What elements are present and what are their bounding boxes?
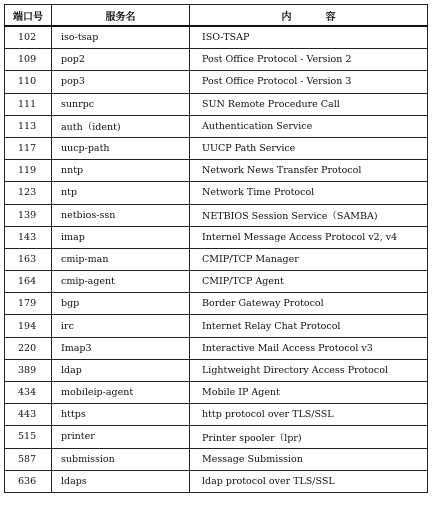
- table-row: [5, 315, 428, 337]
- service-cell: uucp-path: [52, 137, 190, 159]
- table-row: [5, 160, 428, 182]
- service-cell: https: [52, 404, 190, 426]
- table-row: [5, 204, 428, 226]
- description-cell: NETBIOS Session Service（SAMBA): [190, 204, 428, 226]
- port-cell: 163: [5, 248, 52, 270]
- port-cell: 194: [5, 315, 52, 337]
- port-table-page: [4, 4, 427, 493]
- service-cell: auth（ident): [52, 115, 190, 137]
- description-cell: SUN Remote Procedure Call: [190, 93, 428, 115]
- table-row: [5, 359, 428, 381]
- service-cell: cmip-man: [52, 248, 190, 270]
- port-cell: 164: [5, 271, 52, 293]
- port-cell: 143: [5, 226, 52, 248]
- table-row: [5, 470, 428, 492]
- description-cell: Interactive Mail Access Protocol v3: [190, 337, 428, 359]
- table-row: [5, 93, 428, 115]
- service-cell: pop2: [52, 49, 190, 71]
- port-cell: 110: [5, 71, 52, 93]
- table-row: [5, 382, 428, 404]
- description-cell: http protocol over TLS/SSL: [190, 404, 428, 426]
- header-port: 端口号: [5, 5, 52, 27]
- port-cell: 179: [5, 293, 52, 315]
- table-row: [5, 49, 428, 71]
- table-header-row: [5, 5, 428, 27]
- description-cell: UUCP Path Service: [190, 137, 428, 159]
- service-cell: ldaps: [52, 470, 190, 492]
- header-service: 服务名: [52, 5, 190, 27]
- service-cell: cmip-agent: [52, 271, 190, 293]
- service-cell: nntp: [52, 160, 190, 182]
- port-cell: 111: [5, 93, 52, 115]
- service-cell: irc: [52, 315, 190, 337]
- table-row: [5, 448, 428, 470]
- service-cell: pop3: [52, 71, 190, 93]
- description-cell: Network News Transfer Protocol: [190, 160, 428, 182]
- port-cell: 109: [5, 49, 52, 71]
- table-row: [5, 182, 428, 204]
- port-cell: 515: [5, 426, 52, 448]
- table-row: [5, 115, 428, 137]
- table-row: [5, 426, 428, 448]
- description-cell: ldap protocol over TLS/SSL: [190, 470, 428, 492]
- description-cell: Post Office Protocol - Version 2: [190, 49, 428, 71]
- description-cell: ISO-TSAP: [190, 26, 428, 49]
- description-cell: Message Submission: [190, 448, 428, 470]
- service-cell: imap: [52, 226, 190, 248]
- port-cell: 102: [5, 26, 52, 49]
- port-cell: 443: [5, 404, 52, 426]
- port-cell: 636: [5, 470, 52, 492]
- description-cell: Authentication Service: [190, 115, 428, 137]
- service-cell: ldap: [52, 359, 190, 381]
- description-cell: Mobile IP Agent: [190, 382, 428, 404]
- description-cell: CMIP/TCP Agent: [190, 271, 428, 293]
- service-cell: netbios-ssn: [52, 204, 190, 226]
- port-cell: 434: [5, 382, 52, 404]
- table-body: [5, 26, 428, 492]
- description-cell: Internet Relay Chat Protocol: [190, 315, 428, 337]
- port-cell: 139: [5, 204, 52, 226]
- service-cell: Imap3: [52, 337, 190, 359]
- description-cell: Internel Message Access Protocol v2, v4: [190, 226, 428, 248]
- description-cell: Post Office Protocol - Version 3: [190, 71, 428, 93]
- header-description: 内 容: [190, 5, 428, 27]
- description-cell: CMIP/TCP Manager: [190, 248, 428, 270]
- description-cell: Lightweight Directory Access Protocol: [190, 359, 428, 381]
- port-cell: 587: [5, 448, 52, 470]
- table-row: [5, 71, 428, 93]
- port-cell: 117: [5, 137, 52, 159]
- table-row: [5, 404, 428, 426]
- port-cell: 389: [5, 359, 52, 381]
- table-row: [5, 293, 428, 315]
- service-cell: ntp: [52, 182, 190, 204]
- port-cell: 123: [5, 182, 52, 204]
- table-row: [5, 226, 428, 248]
- service-cell: printer: [52, 426, 190, 448]
- service-cell: sunrpc: [52, 93, 190, 115]
- table-row: [5, 26, 428, 49]
- service-cell: bgp: [52, 293, 190, 315]
- port-cell: 220: [5, 337, 52, 359]
- port-cell: 113: [5, 115, 52, 137]
- service-cell: submission: [52, 448, 190, 470]
- table-row: [5, 337, 428, 359]
- description-cell: Printer spooler（lpr): [190, 426, 428, 448]
- service-cell: iso-tsap: [52, 26, 190, 49]
- description-cell: Network Time Protocol: [190, 182, 428, 204]
- description-cell: Border Gateway Protocol: [190, 293, 428, 315]
- table-row: [5, 271, 428, 293]
- table-row: [5, 137, 428, 159]
- port-cell: 119: [5, 160, 52, 182]
- port-service-table: [4, 4, 428, 493]
- table-row: [5, 248, 428, 270]
- service-cell: mobileip-agent: [52, 382, 190, 404]
